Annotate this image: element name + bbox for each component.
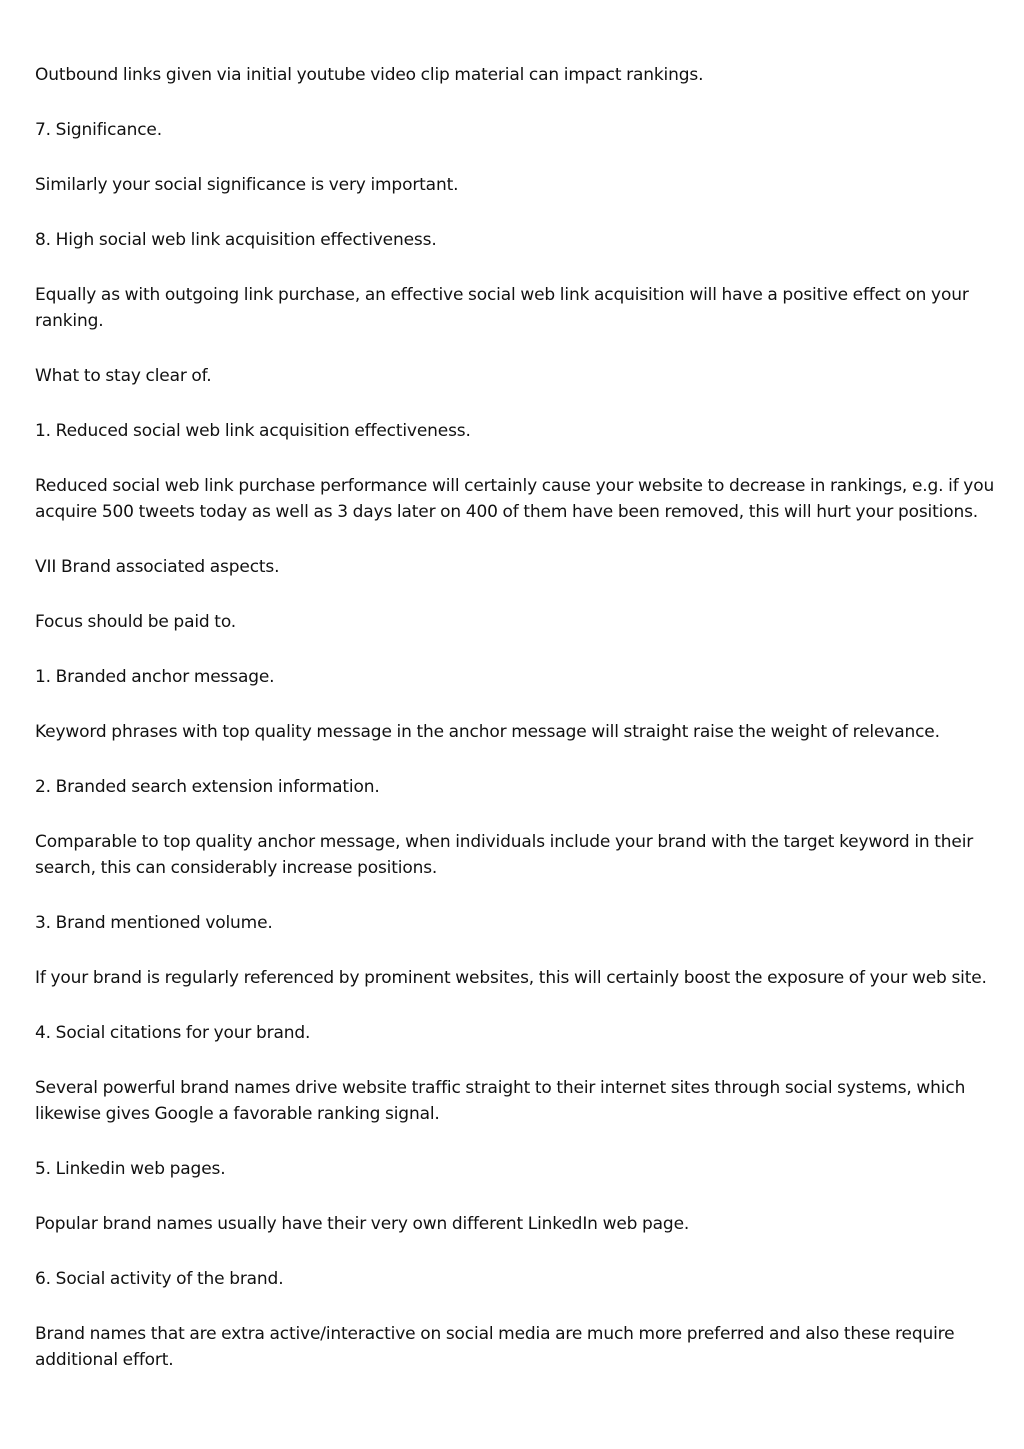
heading-what-to-avoid: What to stay clear of.	[35, 366, 212, 386]
heading-branded-anchor: 1. Branded anchor message.	[35, 667, 275, 687]
paragraph-focus: Focus should be paid to.	[35, 612, 237, 632]
paragraph-brand-referenced: If your brand is regularly referenced by prominent websites, this will certainly boost the exposure of your web site.	[35, 968, 987, 988]
paragraph-outbound-links: Outbound links given via initial youtube video clip material can impact rankings.	[35, 65, 704, 85]
paragraph-active-brands: Brand names that are extra active/interactive on social media are much more preferred and also these require additional effort.	[35, 1324, 955, 1370]
paragraph-reduced-performance: Reduced social web link purchase performance will certainly cause your website to decrease in rankings, e.g. if you acquire 500 tweets today as well as 3 days later on 400 of them have been removed, this will hurt your positions.	[35, 476, 995, 522]
paragraph-linkedin: Popular brand names usually have their very own different LinkedIn web page.	[35, 1214, 690, 1234]
paragraph-keyword-phrases: Keyword phrases with top quality message in the anchor message will straight raise the weight of relevance.	[35, 722, 940, 742]
heading-social-citations: 4. Social citations for your brand.	[35, 1023, 311, 1043]
heading-significance: 7. Significance.	[35, 120, 162, 140]
paragraph-outgoing-link-purchase: Equally as with outgoing link purchase, an effective social web link acquisition will have a positive effect on your ranking.	[35, 285, 969, 331]
document-page	[35, 62, 995, 1402]
heading-brand-aspects: VII Brand associated aspects.	[35, 557, 280, 577]
heading-branded-search: 2. Branded search extension information.	[35, 777, 380, 797]
heading-brand-mentioned: 3. Brand mentioned volume.	[35, 913, 273, 933]
paragraph-social-significance: Similarly your social significance is very important.	[35, 175, 459, 195]
heading-reduced-link-acquisition: 1. Reduced social web link acquisition effectiveness.	[35, 421, 471, 441]
heading-linkedin-pages: 5. Linkedin web pages.	[35, 1159, 226, 1179]
paragraph-comparable-anchor: Comparable to top quality anchor message, when individuals include your brand with the target keyword in their search, this can considerably increase positions.	[35, 832, 974, 878]
heading-social-activity: 6. Social activity of the brand.	[35, 1269, 284, 1289]
paragraph-brand-traffic: Several powerful brand names drive website traffic straight to their internet sites through social systems, which likewise gives Google a favorable ranking signal.	[35, 1078, 966, 1124]
heading-high-link-acquisition: 8. High social web link acquisition effectiveness.	[35, 230, 437, 250]
